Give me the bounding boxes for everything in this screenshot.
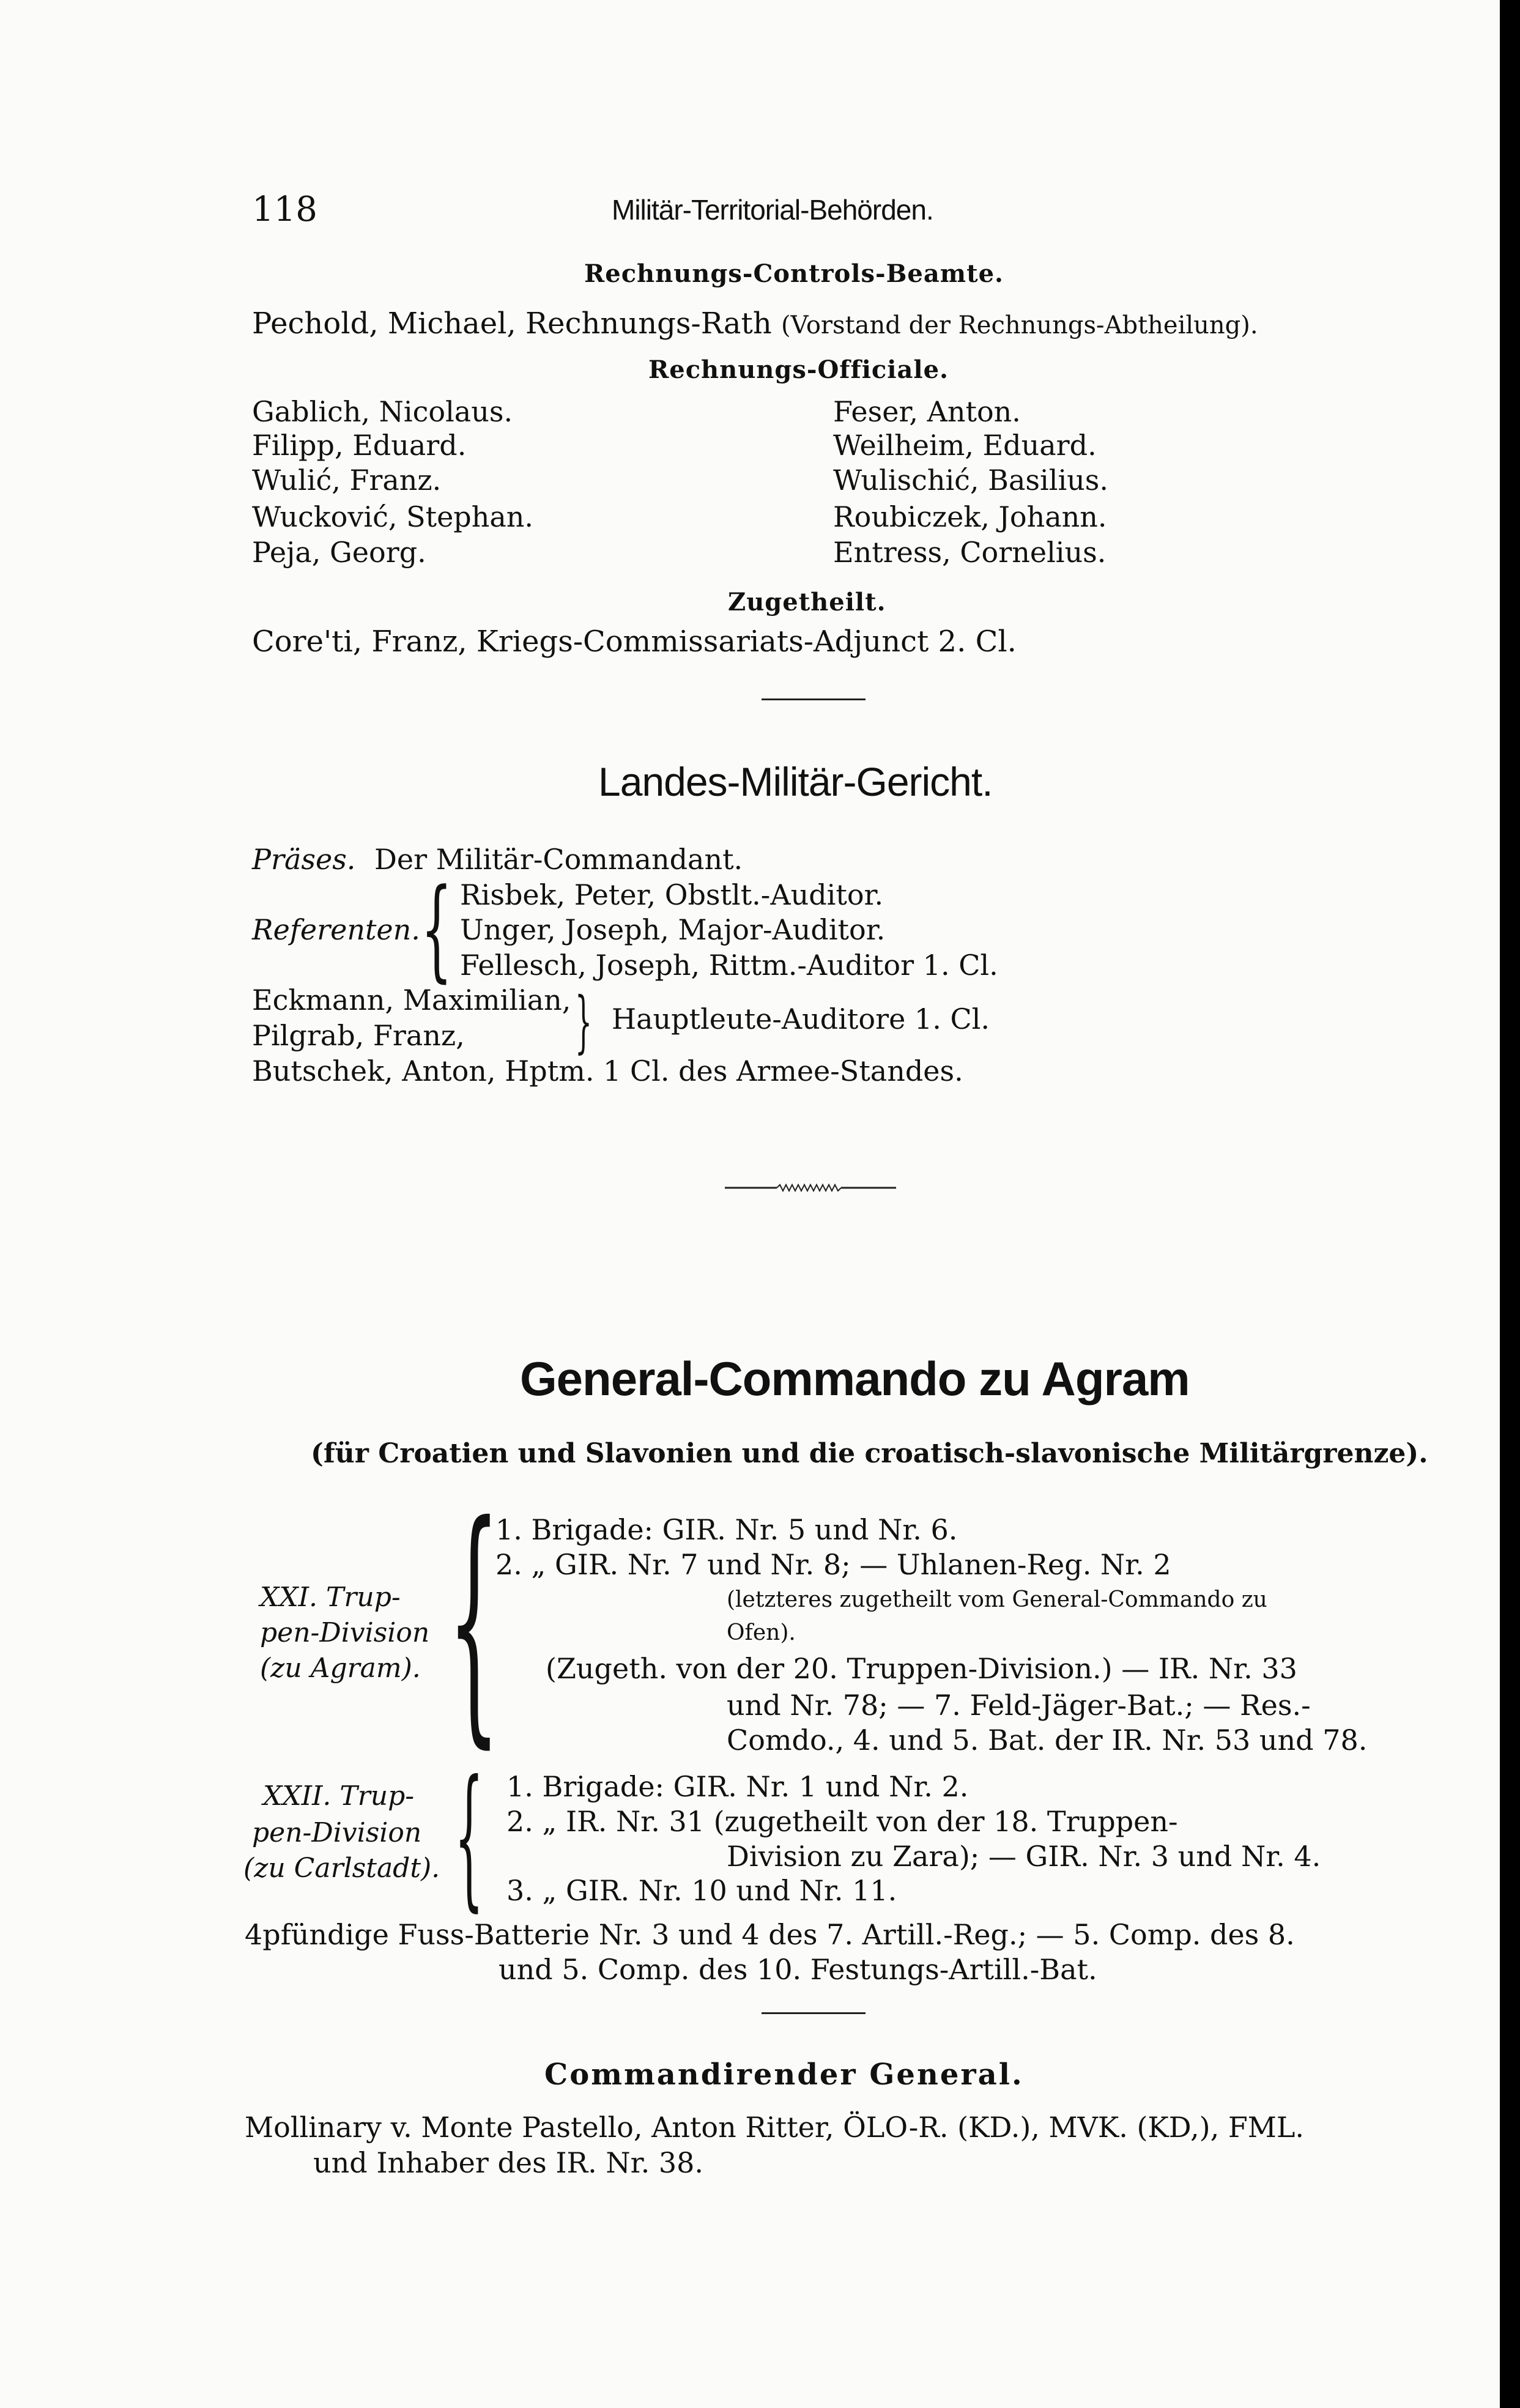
section-heading-controls: Rechnungs-Controls-Beamte. xyxy=(584,259,1004,288)
cmd-line-2: und Inhaber des IR. Nr. 38. xyxy=(313,2146,703,2179)
xxii-line-2: 2. „ IR. Nr. 31 (zugetheilt von der 18. Truppen- xyxy=(506,1805,1178,1838)
xxi-label-1: XXI. Trup- xyxy=(260,1582,401,1613)
xxi-brace: { xyxy=(448,1471,500,1770)
page-number: 118 xyxy=(252,190,317,229)
xxii-brace: { xyxy=(454,1747,484,1925)
officiale-left-3: Wulić, Franz. xyxy=(252,464,442,497)
running-head: Militär-Territorial-Behörden. xyxy=(612,194,933,226)
cmd-heading: Commandirender General. xyxy=(544,2058,1024,2092)
hauptleute-note: Hauptleute-Auditore 1. Cl. xyxy=(612,1002,990,1035)
scan-edge xyxy=(1500,0,1520,2408)
praeses-text: Der Militär-Commandant. xyxy=(374,843,743,876)
officiale-right-2: Weilheim, Eduard. xyxy=(833,429,1097,462)
controls-name: Pechold, Michael, Rechnungs-Rath xyxy=(252,306,772,341)
divider-rule-2 xyxy=(762,2012,866,2014)
xxii-label-3: (zu Carlstadt). xyxy=(243,1853,440,1884)
xxi-line-7: Comdo., 4. und 5. Bat. der IR. Nr. 53 und 78. xyxy=(727,1724,1368,1757)
referent-1: Risbek, Peter, Obstlt.-Auditor. xyxy=(460,878,884,911)
xxi-label-2: pen-Division xyxy=(260,1617,430,1648)
xxi-line-4: Ofen). xyxy=(727,1620,796,1645)
section-heading-zugetheilt: Zugetheilt. xyxy=(728,588,886,617)
xxi-line-1: 1. Brigade: GIR. Nr. 5 und Nr. 6. xyxy=(495,1513,958,1546)
gc-title: General-Commando zu Agram xyxy=(520,1352,1190,1406)
referent-2: Unger, Joseph, Major-Auditor. xyxy=(460,913,886,946)
battery-line-1: 4pfündige Fuss-Batterie Nr. 3 und 4 des 7. Artill.-Reg.; — 5. Comp. des 8. xyxy=(245,1918,1295,1951)
referent-3: Fellesch, Joseph, Rittm.-Auditor 1. Cl. xyxy=(460,949,998,982)
referenten-brace: { xyxy=(421,865,453,993)
hauptmann-2: Pilgrab, Franz, xyxy=(252,1019,465,1052)
court-title: Landes-Militär-Gericht. xyxy=(598,759,993,804)
xxii-label-2: pen-Division xyxy=(252,1817,422,1848)
xxi-line-5: (Zugeth. von der 20. Truppen-Division.) — IR. Nr. 33 xyxy=(546,1652,1297,1685)
xxii-line-4: 3. „ GIR. Nr. 10 und Nr. 11. xyxy=(506,1874,897,1907)
officiale-right-5: Entress, Cornelius. xyxy=(833,536,1107,569)
divider-rule xyxy=(762,698,866,700)
xxi-line-3: (letzteres zugetheilt vom General-Commando zu xyxy=(727,1587,1267,1612)
referenten-label: Referenten. xyxy=(252,913,420,946)
xxi-line-6: und Nr. 78; — 7. Feld-Jäger-Bat.; — Res.- xyxy=(727,1689,1311,1722)
zugetheilt-line: Core'ti, Franz, Kriegs-Commissariats-Adjunct 2. Cl. xyxy=(252,624,1017,659)
controls-note: (Vorstand der Rechnungs-Abtheilung). xyxy=(781,311,1258,339)
xxii-line-3: Division zu Zara); — GIR. Nr. 3 und Nr. 4. xyxy=(727,1840,1321,1873)
xxii-line-1: 1. Brigade: GIR. Nr. 1 und Nr. 2. xyxy=(506,1770,969,1803)
gc-subtitle: (für Croatien und Slavonien und die croatisch-slavonische Militärgrenze). xyxy=(311,1438,1428,1469)
officiale-left-4: Wucković, Stephan. xyxy=(252,500,534,533)
officiale-left-5: Peja, Georg. xyxy=(252,536,426,569)
officiale-right-4: Roubiczek, Johann. xyxy=(833,500,1107,533)
court-last-line: Butschek, Anton, Hptm. 1 Cl. des Armee-Standes. xyxy=(252,1054,963,1087)
officiale-left-1: Gablich, Nicolaus. xyxy=(252,395,513,428)
officiale-right-1: Feser, Anton. xyxy=(833,395,1021,428)
xxi-label-3: (zu Agram). xyxy=(260,1653,421,1684)
hauptleute-brace: } xyxy=(575,982,592,1061)
hauptmann-1: Eckmann, Maximilian, xyxy=(252,984,571,1017)
officiale-right-3: Wulischić, Basilius. xyxy=(833,464,1109,497)
ornamental-rule xyxy=(725,1182,896,1194)
officiale-left-2: Filipp, Eduard. xyxy=(252,429,467,462)
xxi-line-2: 2. „ GIR. Nr. 7 und Nr. 8; — Uhlanen-Reg. Nr. 2 xyxy=(495,1548,1171,1581)
praeses-label: Präses. xyxy=(252,843,356,876)
controls-line xyxy=(252,306,1258,341)
battery-line-2: und 5. Comp. des 10. Festungs-Artill.-Bat. xyxy=(499,1953,1097,1986)
section-heading-officiale: Rechnungs-Officiale. xyxy=(648,355,949,384)
cmd-line-1: Mollinary v. Monte Pastello, Anton Ritter, ÖLO-R. (KD.), MVK. (KD,), FML. xyxy=(245,2111,1305,2144)
xxii-label-1: XXII. Trup- xyxy=(263,1780,415,1812)
